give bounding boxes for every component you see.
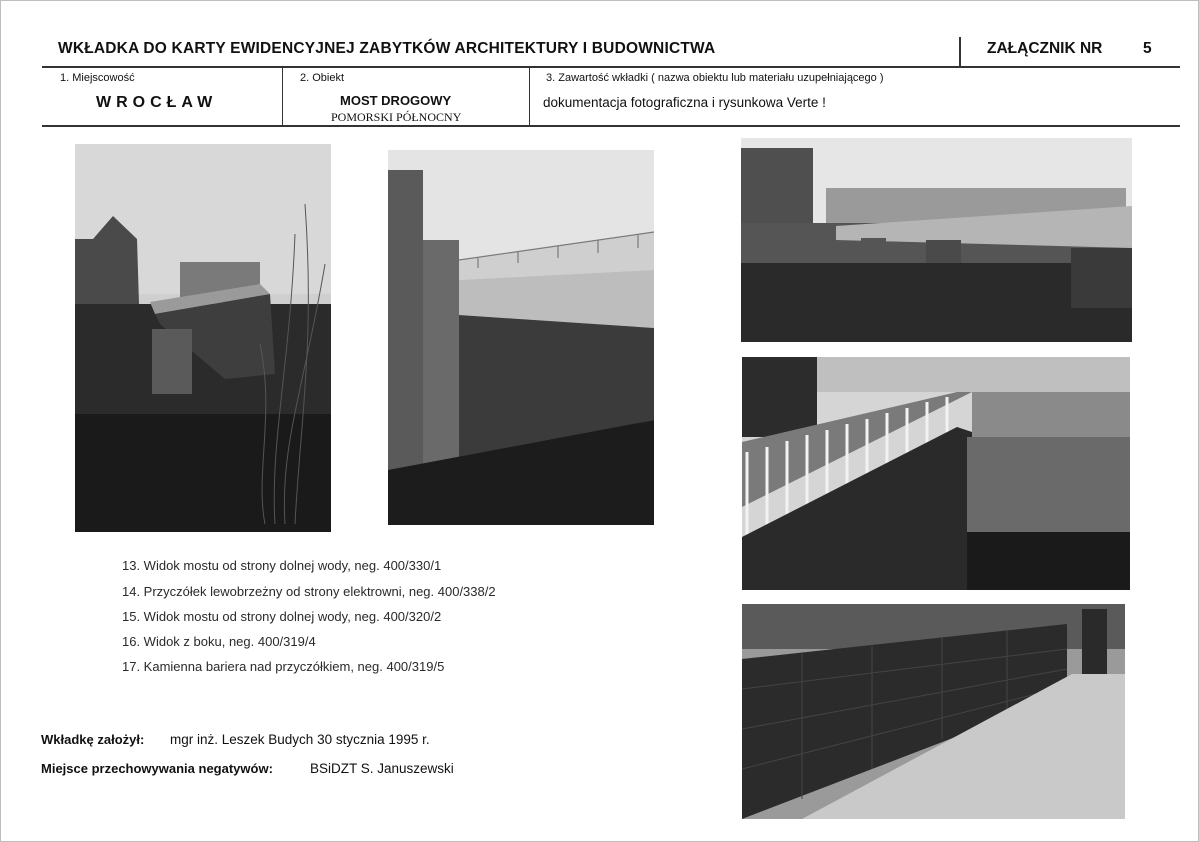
header-divider: [959, 37, 961, 67]
annex-label: ZAŁĄCZNIK NR: [987, 40, 1103, 57]
header-rule: [42, 66, 1180, 68]
caption-13: 13. Widok mostu od strony dolnej wody, neg. 400/330/1: [122, 558, 442, 573]
annex-number: 5: [1143, 40, 1152, 57]
storage-value: BSiDZT S. Januszewski: [310, 761, 454, 776]
photo-15-bridge-downstream: [741, 138, 1132, 342]
object-name: MOST DROGOWY: [340, 93, 452, 108]
locality-value: WROCŁAW: [96, 94, 218, 111]
photo-13-bridge-downstream: [75, 144, 331, 532]
object-label: 2. Obiekt: [300, 72, 345, 84]
field-divider-1: [282, 67, 283, 126]
fields-rule: [42, 125, 1180, 127]
caption-17: 17. Kamienna bariera nad przyczółkiem, neg. 400/319/5: [122, 659, 445, 674]
photo-16-side-view: [742, 357, 1130, 590]
contents-value: dokumentacja fotograficzna i rysunkowa Verte !: [543, 95, 826, 110]
photo-14-left-abutment: [388, 150, 654, 525]
contents-label: 3. Zawartość wkładki ( nazwa obiektu lub materiału uzupełniającego ): [546, 72, 884, 84]
locality-label: 1. Miejscowość: [60, 72, 135, 84]
storage-label: Miejsce przechowywania negatywów:: [41, 761, 273, 776]
object-subname: POMORSKI PÓŁNOCNY: [331, 110, 462, 124]
created-by-value: mgr inż. Leszek Budych 30 stycznia 1995 r.: [170, 732, 430, 747]
caption-16: 16. Widok z boku, neg. 400/319/4: [122, 634, 316, 649]
form-title: WKŁADKA DO KARTY EWIDENCYJNEJ ZABYTKÓW ARCHITEKTURY I BUDOWNICTWA: [58, 40, 716, 57]
created-by-label: Wkładkę założył:: [41, 732, 145, 747]
field-divider-2: [529, 67, 530, 126]
caption-15: 15. Widok mostu od strony dolnej wody, neg. 400/320/2: [122, 609, 442, 624]
caption-14: 14. Przyczółek lewobrzeżny od strony elektrowni, neg. 400/338/2: [122, 584, 496, 599]
photo-17-stone-barrier: [742, 604, 1125, 819]
